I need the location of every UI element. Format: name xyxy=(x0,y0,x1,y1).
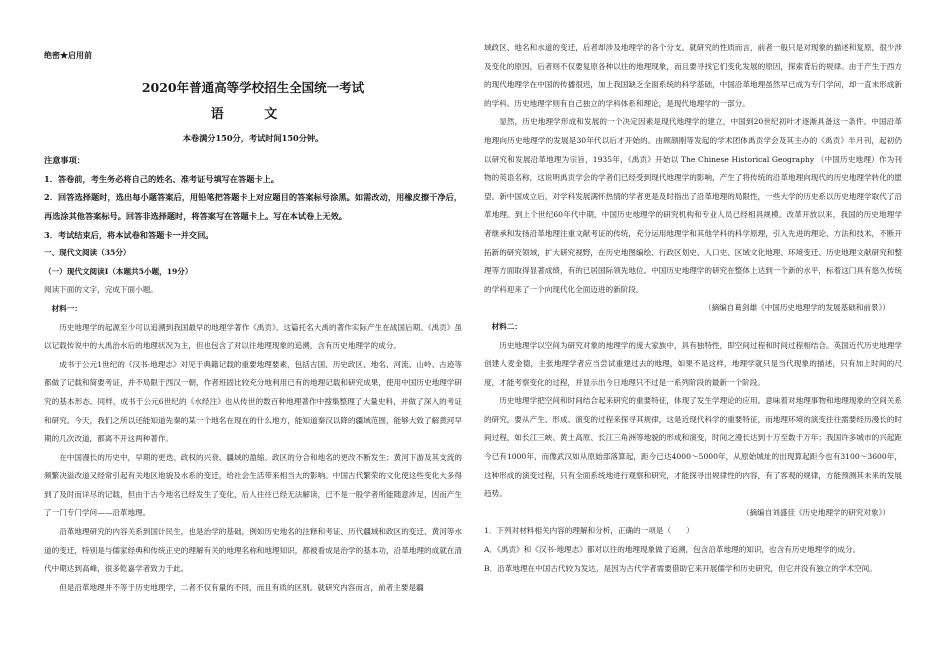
secret-label: 绝密★启用前 xyxy=(44,50,92,60)
material1-label: 材料一： xyxy=(51,303,82,313)
subsection-heading: （一）现代文阅读Ⅰ（本题共5小题，19分） xyxy=(44,266,193,276)
paragraph: 历史地理学把空间和时间结合起来研究的重要特征，体现了发生学理论的应用。意味着对地理事物和地理现象的空间关系的研究，要从产生、形成、演变的过程来探寻其规律，这是近现代科学的重要特征，而地理环境的演变往往需要经历漫长的时间过程，如长江三峡、黄土高原、长江三角洲等地貌的形成和演变，时间之漫长达到十万至数千万年；我国许多城市的兴起距今已有1000年，而像武汉如从原始部落算起，距今已达4000～5000年，从原始城址的出现算起距今也有3100～3600年，这种形成的演变过程，只有全面系统地进行观察和研究，才能探寻出规律性的内容，有了客观的规律，方能预测其未来的发展趋势。 xyxy=(484,396,902,499)
source-citation: （摘编自刘盛佳《历史地理学的研究对象》） xyxy=(741,507,890,517)
paragraph: 但是沿革地理并不等于历史地理学，二者不仅有量的不同，而且有质的区别。就研究内容而言，前者主要是疆 xyxy=(59,582,424,592)
paragraph: 沿革地理研究的内容关系到国计民生，也是治学的基础，例如历史地名的注释和考证、历代疆域和政区的变迁、黄河等水道的变迁，特别是与儒家经典和传统正史的理解有关的地理名称和地理知识，都被看成是治学的基本功，沿革地理的成就在清代中期达到高峰，很多乾嘉学者致力于此。 xyxy=(44,527,462,574)
paragraph: 历史地理学以空间为研究对象的地理学的庞大家族中，具有独特性，即空间过程和时间过程相结合。英国近代历史地理学创建人麦金德，主张地理学者应当尝试重建过去的地理，如果不是这样，地理学就只是当代现象的描述，只有加上时间的尺度，才能考察变化的过程，并显示出今日地理只不过是一系列阶段的最新一个阶段。 xyxy=(484,340,902,387)
notice-item: 1．答卷前，考生务必将自己的姓名、准考证号填写在答题卡上。 xyxy=(44,173,279,184)
section-heading: 一、现代文阅读（35分） xyxy=(44,248,131,258)
score-info: 本卷满分150分，考试时间150分钟。 xyxy=(182,132,324,143)
notice-heading: 注意事项： xyxy=(44,155,85,166)
source-citation: （摘编自葛剑雄《中国历史地理学的发展基础和前景》） xyxy=(703,303,890,313)
paragraph: 在中国漫长的历史中，早期的更迭、政权的兴衰、疆域的盈缩、政区的分合和地名的更改不断发生；黄河下游及其支流的频繁决溢改道又经常引起有关地区地貌及水系的变迁，给社会生活带来相当大的影响。中国古代繁荣的文化使这些变化大多得到了及时而详尽的记载，但由于古今地名已经发生了变化，后人往往已经无法解读，已不是一般学者所能随意涉足，因而产生了一门专门学问——沿革地理。 xyxy=(44,452,462,518)
material2-label: 材料二： xyxy=(491,321,522,331)
reading-instruction: 阅读下面的文字，完成下面小题。 xyxy=(44,285,158,295)
option-b: B．沿革地理在中国古代较为发达，是因为古代学者需要借助它来开展儒学和历史研究，但它并没有独立的学术空间。 xyxy=(484,563,877,573)
left-column xyxy=(44,42,462,597)
notice-item: 3．考试结束后，将本试卷和答题卡一并交回。 xyxy=(44,229,214,240)
paragraph: 域政区、地名和水道的变迁，后者却涉及地理学的各个分支。就研究的性质而言，前者一般只是对现象的描述和复原，很少涉及变化的原因，后者则不仅要复原各种以往的地理现象，而且要寻找它们变化发展的原因，探索背后的规律。由于产生于西方的现代地理学在中国的传播很迟，加上我国缺乏全面系统的科学基础，中国沿革地理虽然早已成为专门学问，却一直未形成新的学科。历史地理学则有自己独立的学科体系和理论，是现代地理学的一部分。 xyxy=(484,43,902,108)
subject-title: 语 文 xyxy=(210,106,296,122)
option-a: A．《禹贡》和《汉书·地理志》都对以往的地理现象做了追溯，包含沿革地理的知识，也含有历史地理学的成分。 xyxy=(484,545,861,555)
paragraph: 成书于公元1世纪的《汉书·地理志》对见于典籍记载的重要地理要素，包括古国、历史政区、地名、河流、山岭、古迹等都做了记载和简要考证，并不局限于西汉一朝，作者班固比较充分地利用已有的地理记载和研究成果，使用中国历史地理学研究的基本形态。同样，成书于公元6世纪的《水经注》也从传世的数百种地理著作中搜集整理了大量史料，并做了深入的考证和研究。今天，我们之所以还能知道先秦的某一个地名在现在的什么地方，能知道秦汉以降的疆域范围，能够大致了解黄河早期的几次改道，都离不开这两种著作。 xyxy=(44,359,462,444)
notice-item: 2．回答选择题时，选出每小题答案后，用铅笔把答题卡上对应题目的答案标号涂黑。如需改动，用橡皮擦干净后，再选涂其他答案标号。回答非选择题时，将答案写在答题卡上。写在本试卷上无效。 xyxy=(44,192,462,221)
exam-title: 2020年普通高等学校招生全国统一考试 xyxy=(141,79,365,95)
paragraph: 显然，历史地理学形成和发展的一个决定因素是现代地理学的建立，中国到20世纪初叶才逐渐具备这一条件。中国沿革地理向历史地理学的发展是30年代以后才开始的。由顾颉刚等发起的学术团体禹贡学会及其主办的《禹贡》半月刊，起初仍以研究和发展沿革地理为宗旨，1935年，《禹贡》开始以 The Chinese Historical Geography （中国历史地理）作为刊物的英语名称，这说明禹贡学会的学者们已经受到现代地理学的影响，产生了将传统的沿革地理向现代的历史地理学转化的愿望。新中国成立后，对学科发展满怀热情的学者更是及时指出了沿革地理的局限性，一些大学的历史系以历史地理学取代了沿革地理。到上个世纪60年代中期，中国历史地理学的研究机构和专业人员已经相具规模。改革开放以来，我国的历史地理学者继承和发扬沿革地理注重文献考证的传统，充分运用地理学和其他学科的科学原理，引入先进的理论、方法和技术，不断开拓新的研究领域，扩大研究视野，在历史地图编绘、行政区划史、人口史、区域文化地理、环境变迁、历史地理文献研究和整理等方面取得显著成绩，有的已居国际领先地位。中国历史地理学的研究在整体上达到一个新的水平，标着这门具有悠久传统的学科迎来了一个向现代化全面迈进的新阶段。 xyxy=(484,117,902,294)
right-column xyxy=(484,39,902,578)
question-1: 1．下列对材料相关内容的理解和分析，正确的一项是（ ） xyxy=(484,526,694,536)
paragraph: 历史地理学的起源至少可以追溯到我国最早的地理学著作《禹贡》。这篇托名大禹的著作实际产生在战国后期。《禹贡》虽以记载传说中的大禹治水后的地理状况为主，但也包含了对以往地理现象的追溯，含有历史地理学的成分。 xyxy=(44,322,462,351)
